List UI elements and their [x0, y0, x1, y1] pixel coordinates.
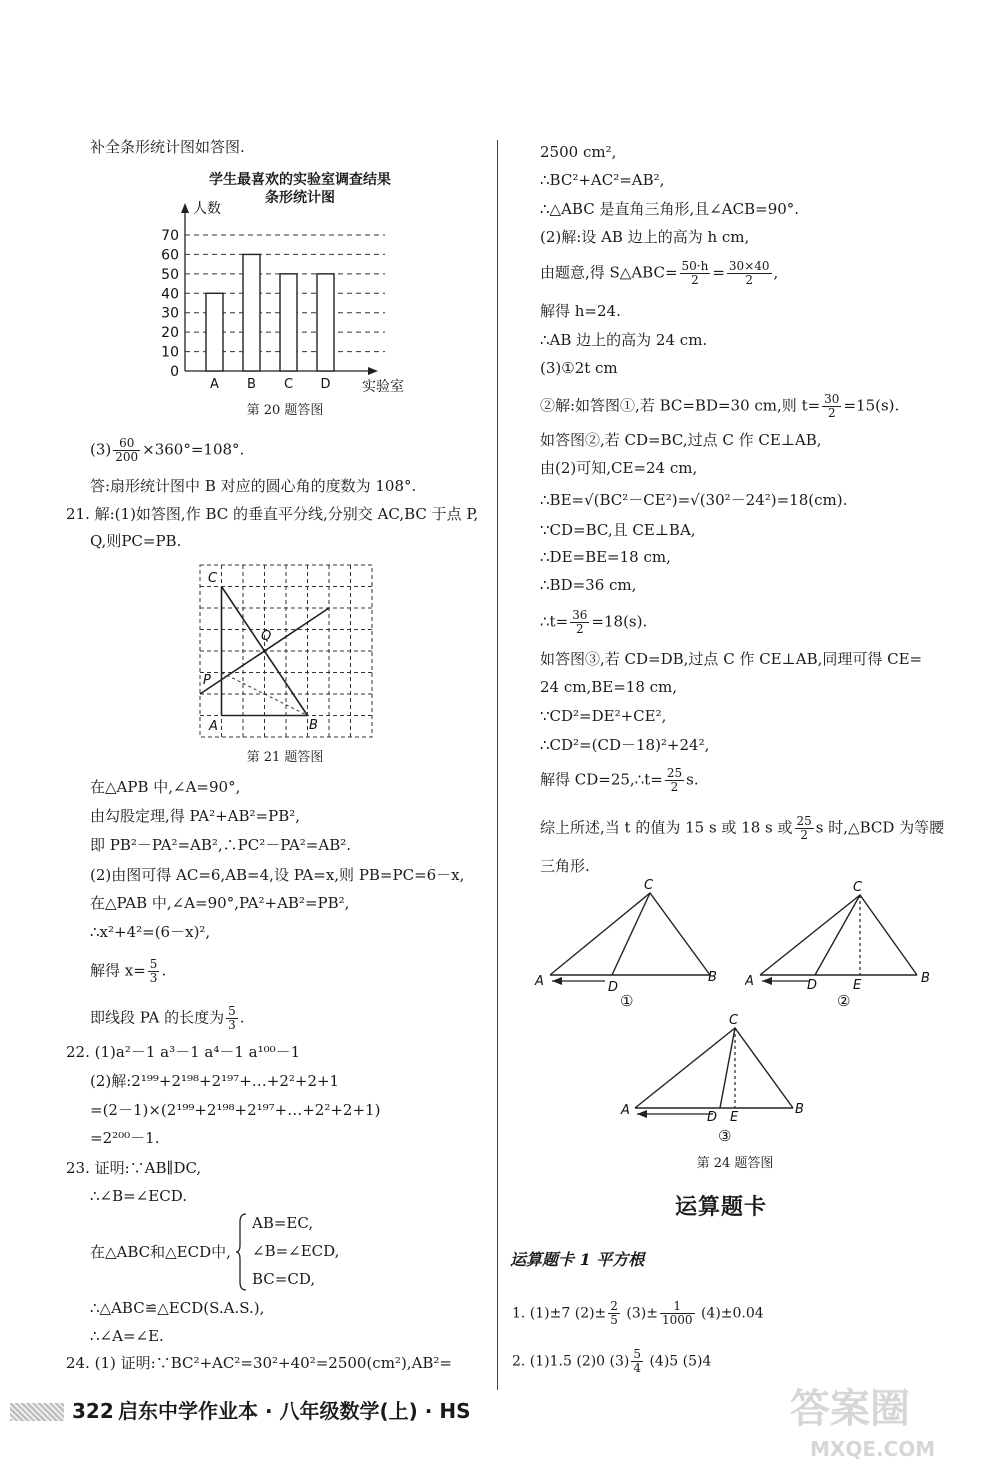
- text-line: (2)由图可得 AC=6,AB=4,设 PA=x,则 PB=PC=6－x,: [90, 866, 465, 884]
- text-line: ∴BD=36 cm,: [540, 576, 637, 594]
- label-c: C: [729, 1013, 739, 1028]
- figure-caption: 第 21 题答图: [246, 750, 324, 765]
- watermark-text: 答案圈: [790, 1386, 910, 1432]
- y-tick-label: 20: [161, 325, 179, 342]
- y-tick-label: 60: [161, 247, 179, 264]
- text-line: 2. (1)1.5 (2)0 (3) $\frac{5}{4}$ (4)5 (5)4: [512, 1347, 712, 1375]
- text-line: ∴∠B=∠ECD.: [90, 1187, 187, 1205]
- text-line: AB=EC,: [252, 1214, 314, 1232]
- text-line: 由勾股定理,得 PA²+AB²=PB²,: [90, 807, 301, 825]
- text-line: ∴DE=BE=18 cm,: [540, 548, 671, 566]
- y-tick-label: 70: [161, 228, 179, 244]
- text-line: 即线段 PA 的长度为 $\frac{5}{3}$ .: [90, 1004, 245, 1032]
- text-line: 由题意,得 S△ABC= $\frac{50\cdot h}{2}$ = $\frac{30\times 40}{2}$ ,: [540, 259, 779, 287]
- label-d: D: [608, 980, 619, 995]
- text-line: 2500 cm²,: [540, 143, 617, 161]
- text-line: ∴BC²+AC²=AB²,: [540, 171, 665, 189]
- card-title: 运算题卡 1 平方根: [510, 1250, 645, 1269]
- text-line: (3) $\frac{60}{200}$ ×360°=108°.: [90, 436, 245, 464]
- figure-24-3: [615, 1010, 825, 1145]
- text-line: ∴∠A=∠E.: [90, 1327, 164, 1345]
- watermark-url: MXQE.COM: [810, 1437, 936, 1461]
- figure-24-2: [745, 875, 945, 1010]
- text-line: BC=CD,: [252, 1270, 316, 1288]
- label-b: B: [795, 1102, 804, 1117]
- y-axis-arrow: [181, 203, 189, 213]
- text-line: 即 PB²－PA²=AB²,∴PC²－PA²=AB².: [90, 836, 352, 854]
- text-line: (2)解:2¹⁹⁹+2¹⁹⁸+2¹⁹⁷+…+2²+2+1: [90, 1072, 340, 1090]
- label-d: D: [807, 978, 818, 993]
- x-tick-label: C: [283, 377, 294, 392]
- text-line: 补全条形统计图如答图.: [90, 138, 245, 156]
- text-line: 23. 证明:∵AB∥DC,: [66, 1159, 202, 1177]
- label-a: A: [535, 974, 544, 989]
- footer-decoration: [10, 1403, 64, 1421]
- text-line: (2)解:设 AB 边上的高为 h cm,: [540, 228, 750, 246]
- text-line: 22. (1)a²－1 a³－1 a⁴－1 a¹⁰⁰－1: [66, 1043, 301, 1061]
- label-a: A: [209, 719, 218, 734]
- y-tick-label: 50: [161, 266, 179, 283]
- label-b: B: [309, 718, 318, 733]
- x-axis-arrow: [368, 367, 378, 375]
- text-line: 三角形.: [540, 857, 590, 875]
- text-line: 24. (1) 证明:∵BC²+AC²=30²+40²=2500(cm²),AB²=: [66, 1354, 453, 1372]
- text-line: 24 cm,BE=18 cm,: [540, 678, 678, 696]
- page-number: 322: [72, 1399, 114, 1423]
- text-line: 由(2)可知,CE=24 cm,: [540, 459, 698, 477]
- y-tick-label: 40: [161, 286, 179, 303]
- text-line: 解得 h=24.: [540, 302, 621, 320]
- x-tick-label: D: [320, 377, 331, 392]
- text-line: ∴BE=√(BC²－CE²)=√(30²－24²)=18(cm).: [540, 491, 848, 509]
- text-line: ∴△ABC 是直角三角形,且∠ACB=90°.: [540, 200, 800, 218]
- label-b: B: [708, 970, 717, 985]
- chart-title: 学生最喜欢的实验室调查结果: [209, 172, 391, 188]
- label-e: E: [853, 978, 862, 993]
- label-c: C: [853, 880, 863, 895]
- section-title: 运算题卡: [675, 1194, 768, 1220]
- figure-number: ②: [837, 992, 851, 1010]
- text-line: 解得 x= $\frac{5}{3}$ .: [90, 957, 167, 985]
- text-line: ∠B=∠ECD,: [252, 1242, 340, 1260]
- text-line: ∴t= $\frac{36}{2}$ =18(s).: [540, 608, 648, 636]
- label-d: D: [707, 1110, 718, 1125]
- label-p: P: [203, 673, 211, 688]
- label-b: B: [921, 971, 930, 986]
- x-tick-label: B: [247, 377, 256, 392]
- text-line: 答:扇形统计图中 B 对应的圆心角的度数为 108°.: [90, 477, 417, 495]
- text-line: =(2－1)×(2¹⁹⁹+2¹⁹⁸+2¹⁹⁷+…+2²+2+1): [90, 1101, 381, 1119]
- bar-chart: [150, 195, 430, 395]
- y-tick-label: 30: [161, 305, 179, 322]
- brace: [236, 1212, 248, 1292]
- text-line: Q,则PC=PB.: [90, 532, 182, 550]
- text-line: ∴△ABC≌△ECD(S.A.S.),: [90, 1299, 265, 1317]
- chart-subtitle: 条形统计图: [265, 190, 335, 206]
- chart-caption: 第 20 题答图: [246, 403, 324, 418]
- bar-d: [317, 274, 334, 371]
- y-tick-label: 0: [170, 364, 179, 380]
- figure-caption: 第 24 题答图: [696, 1156, 774, 1171]
- text-line: 在△ABC和△ECD中,: [90, 1243, 231, 1261]
- bar-c: [280, 274, 297, 371]
- text-line: ∴CD²=(CD－18)²+24²,: [540, 736, 710, 754]
- watermark: [780, 1385, 990, 1465]
- column-divider: [497, 140, 498, 1390]
- text-line: 如答图②,若 CD=BC,过点 C 作 CE⊥AB,: [540, 431, 822, 449]
- text-line: ∵CD=BC,且 CE⊥BA,: [540, 521, 696, 539]
- figure-number: ①: [620, 992, 634, 1010]
- text-line: ∴x²+4²=(6－x)²,: [90, 923, 211, 941]
- figure-number: ③: [718, 1127, 732, 1145]
- book-title: 启东中学作业本 · 八年级数学(上) · HS: [118, 1399, 471, 1423]
- text-line: 解得 CD=25,∴t= $\frac{25}{2}$ s.: [540, 766, 699, 794]
- figure-24-1: [530, 875, 730, 1010]
- label-q: Q: [261, 629, 272, 644]
- text-line: 21. 解:(1)如答图,作 BC 的垂直平分线,分别交 AC,BC 于点 P,: [66, 505, 479, 523]
- text-line: 1. (1)±7 (2)± $\frac{2}{5}$ (3)± $\frac{1}{1000}$ (4)±0.04: [512, 1299, 764, 1327]
- text-line: ∴AB 边上的高为 24 cm.: [540, 331, 708, 349]
- y-axis-label: 人数: [193, 201, 221, 217]
- text-line: (3)①2t cm: [540, 359, 618, 377]
- text-line: ②解:如答图①,若 BC=BD=30 cm,则 t= $\frac{30}{2}$ =15(s).: [540, 392, 900, 420]
- text-line: ∵CD²=DE²+CE²,: [540, 707, 667, 725]
- label-c: C: [644, 878, 654, 893]
- text-line: 综上所述,当 t 的值为 15 s 或 18 s 或 $\frac{25}{2}$ s 时,△BCD 为等腰: [540, 814, 945, 842]
- text-line: 在△APB 中,∠A=90°,: [90, 778, 241, 796]
- label-c: C: [208, 571, 218, 586]
- figure-21: [195, 560, 380, 745]
- text-line: 如答图③,若 CD=DB,过点 C 作 CE⊥AB,同理可得 CE=: [540, 650, 923, 668]
- label-e: E: [730, 1110, 739, 1125]
- label-a: A: [621, 1103, 630, 1118]
- x-tick-label: A: [210, 377, 219, 392]
- label-a: A: [745, 974, 754, 989]
- bar-a: [206, 293, 223, 371]
- text-line: =2²⁰⁰－1.: [90, 1129, 160, 1147]
- x-axis-label: 实验室: [362, 379, 404, 395]
- bar-b: [243, 254, 260, 371]
- text-line: 在△PAB 中,∠A=90°,PA²+AB²=PB²,: [90, 894, 350, 912]
- y-tick-label: 10: [161, 344, 179, 361]
